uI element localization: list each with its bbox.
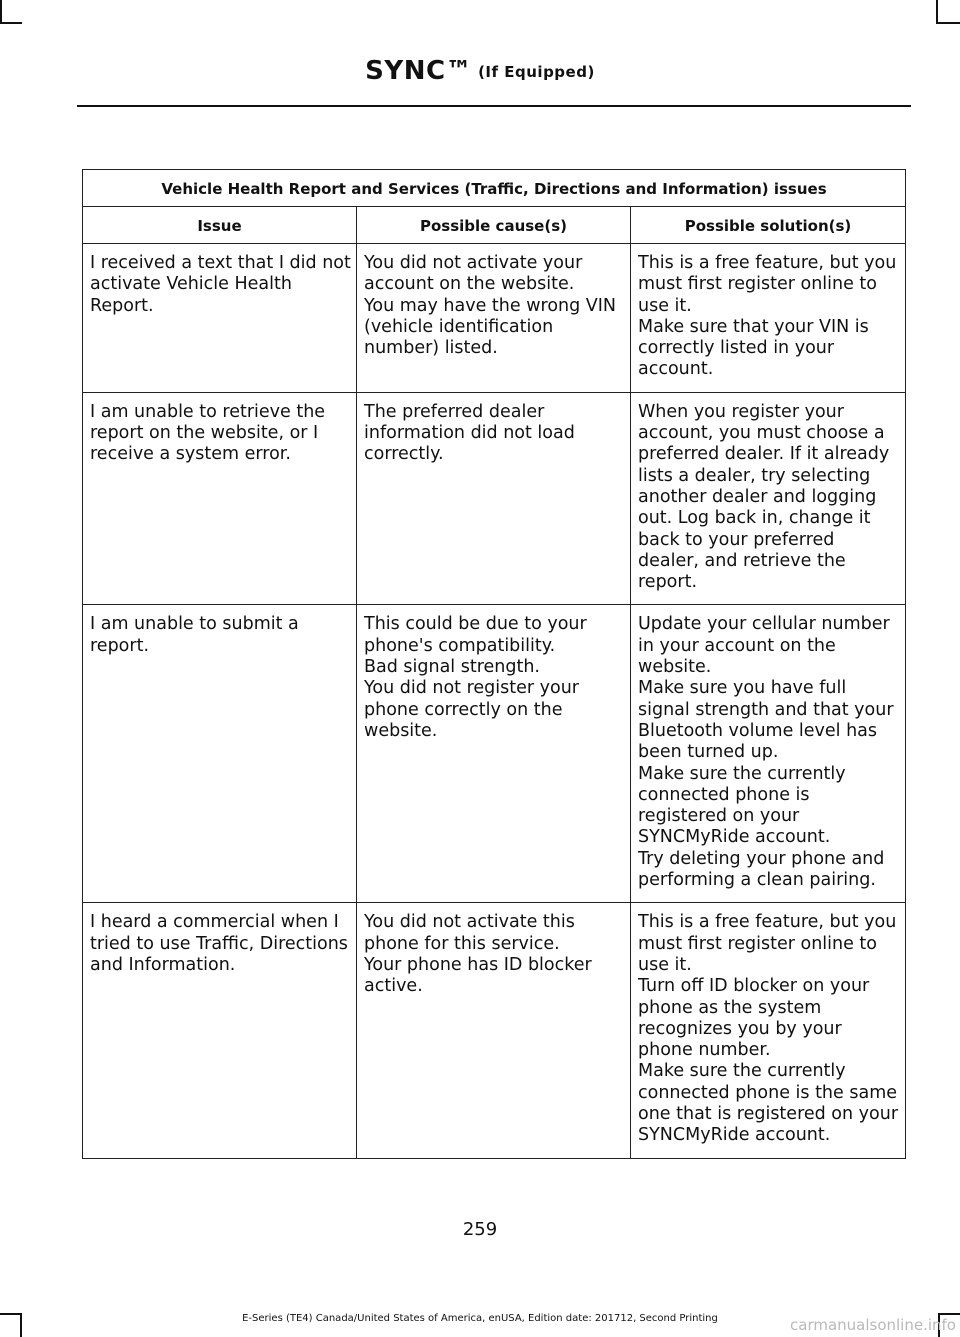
cell-text: I am unable to submit a report.: [90, 614, 299, 656]
cell-solutions: [631, 605, 906, 903]
cell-text: I received a text that I did not activate Vehicle Health Report.: [90, 253, 351, 316]
cell-text: You did not register your phone correctly on the website.: [364, 678, 579, 741]
cell-text: Bad signal strength.: [364, 657, 540, 678]
cell-text: I am unable to retrieve the report on the website, or I receive a system error.: [90, 401, 326, 465]
cell-text: This could be due to your phone's compatibility.: [364, 614, 587, 656]
header-subtitle: (If Equipped): [478, 63, 595, 81]
cell-causes: [357, 392, 631, 605]
cell-causes: [357, 903, 631, 1158]
column-header-solutions: Possible solution(s): [631, 207, 906, 244]
table-caption: Vehicle Health Report and Services (Traffic, Directions and Information) issues: [83, 170, 906, 207]
cell-causes: [357, 244, 631, 393]
cell-text: Make sure the currently connected phone is the same one that is registered on your SYNCMyRide account.: [638, 1061, 899, 1146]
crop-mark: [936, 0, 938, 24]
cell-text: Turn off ID blocker on your phone as the system recognizes you by your phone number.: [638, 976, 870, 1061]
header-divider: [77, 105, 911, 107]
cell-text: Make sure you have full signal strength and that your Bluetooth volume level has been turned up.: [638, 678, 894, 763]
cell-text: Try deleting your phone and performing a clean pairing.: [638, 848, 885, 891]
cell-text: This is a free feature, but you must first register online to use it.: [638, 253, 897, 316]
table-row: [83, 903, 906, 1158]
cell-text: The preferred dealer information did not load correctly.: [364, 401, 575, 465]
cell-issue: [83, 244, 357, 393]
troubleshooting-table: [82, 169, 906, 1159]
cell-text: You did not activate your account on the website.: [364, 253, 583, 295]
cell-causes: [357, 605, 631, 903]
table-row: [83, 605, 906, 903]
cell-issue: [83, 392, 357, 605]
crop-mark: [936, 22, 960, 24]
table-caption-row: [83, 170, 906, 207]
cell-text: You did not activate this phone for this service.: [364, 912, 575, 954]
cell-text: Make sure the currently connected phone is registered on your SYNCMyRide account.: [638, 763, 846, 848]
cell-text: Make sure that your VIN is correctly listed in your account.: [638, 316, 869, 380]
cell-issue: [83, 903, 357, 1158]
cell-solutions: [631, 903, 906, 1158]
table-header-row: [83, 207, 906, 244]
watermark: carmanualsonline.info: [790, 1316, 956, 1334]
header-title: SYNC™: [365, 56, 473, 86]
cell-text: When you register your account, you must choose a preferred dealer. If it already lists a dealer, try selecting another dealer and logging out. Log back in, change it back to your preferred dealer, and retrieve the report.: [638, 401, 890, 593]
table-row: [83, 244, 906, 393]
cell-text: Update your cellular number in your account on the website.: [638, 614, 890, 678]
footer-text: E-Series (TE4) Canada/United States of America, enUSA, Edition date: 201712, Second Printing: [242, 1313, 718, 1324]
cell-text: You may have the wrong VIN (vehicle identification number) listed.: [364, 295, 617, 359]
table-row: [83, 392, 906, 605]
cell-text: This is a free feature, but you must first register online to use it.: [638, 912, 897, 975]
cell-solutions: [631, 244, 906, 393]
cell-issue: [83, 605, 357, 903]
crop-mark: [0, 0, 2, 24]
cell-text: I heard a commercial when I tried to use Traffic, Directions and Information.: [90, 912, 348, 975]
cell-text: Your phone has ID blocker active.: [364, 954, 592, 997]
column-header-issue: Issue: [83, 207, 357, 244]
page-header: [0, 56, 960, 86]
column-header-causes: Possible cause(s): [357, 207, 631, 244]
crop-mark: [0, 22, 22, 24]
page-number: 259: [462, 1219, 498, 1240]
cell-solutions: [631, 392, 906, 605]
